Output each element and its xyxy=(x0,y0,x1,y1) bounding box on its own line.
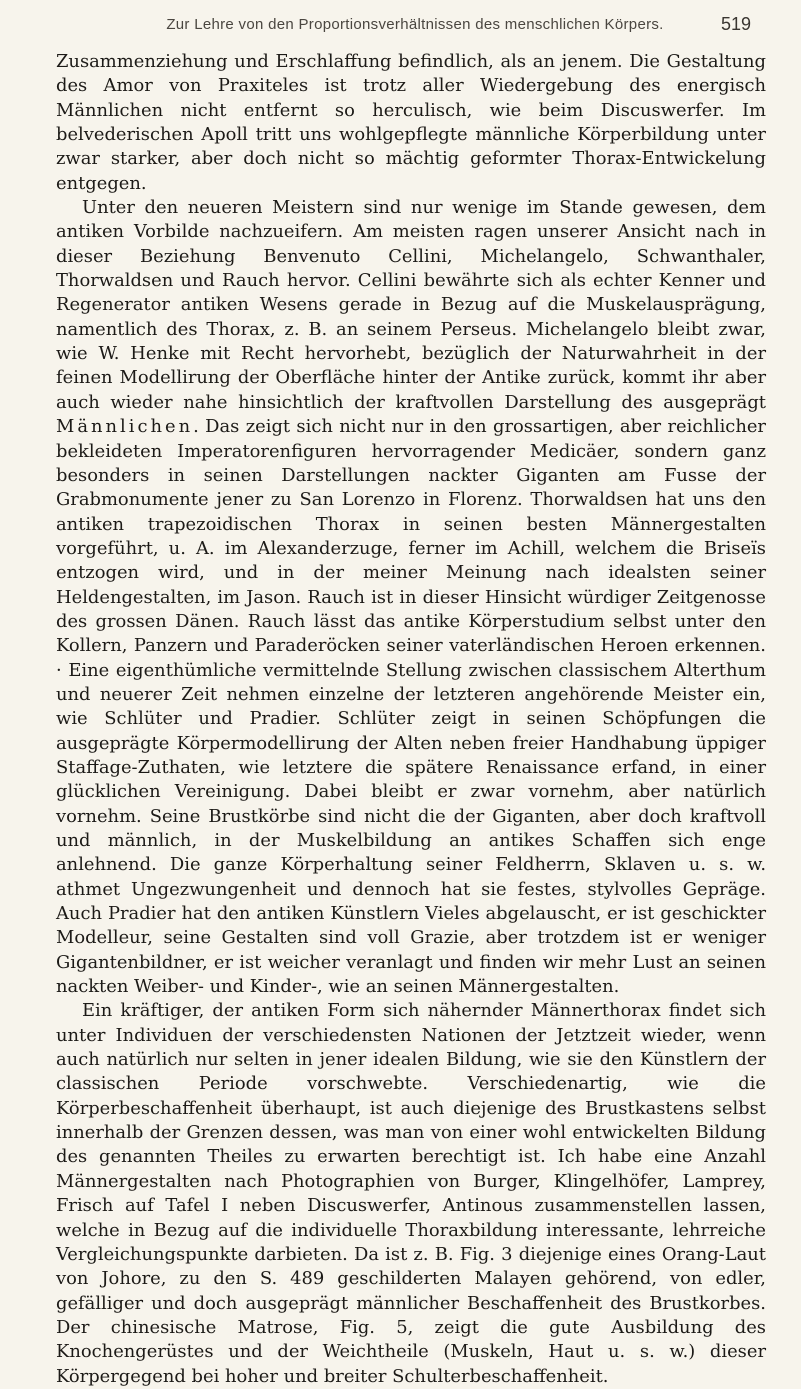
paragraph-1: Zusammenziehung und Erschlaffung befindlich, als an jenem. Die Gestaltung des Amor von Praxiteles ist trotz aller Wiedergebung des energisch Männlichen nicht entfernt so herculisch, wie beim Discuswerfer. Im belvederischen Apoll tritt uns wohlgepflegte männliche Körperbildung unter zwar starker, aber doch nicht so mächtig geformter Thorax-Entwickelung entgegen. xyxy=(56,51,766,194)
page-number: 519 xyxy=(720,14,751,34)
paragraph-2-part-2: . Das zeigt sich nicht nur in den grossartigen, aber reichlicher bekleideten Imperatorenfiguren hervorragender Medicäer, sondern ganz besonders in seinen Darstellungen nackter Giganten am Fusse der Grabmonumente jener zu San Lorenzo in Florenz. Thorwaldsen hat uns den antiken trapezoidischen Thorax in seinen besten Männergestalten vorgeführt, u. A. im Alexanderzuge, ferner im Achill, welchem die Briseïs entzogen wird, und in der meiner Meinung nach idealsten seiner Heldengestalten, im Jason. Rauch ist in dieser Hinsicht würdiger Zeitgenosse des grossen Dänen. Rauch lässt das antike Körperstudium selbst unter den Kollern, Panzern und Paraderöcken seiner vaterländischen Heroen erkennen. · Eine eigenthümliche vermittelnde Stellung zwischen classischem Alterthum und neuerer Zeit nehmen einzelne der letzteren angehörende Meister ein, wie Schlüter und Pradier. Schlüter zeigt in seinen Schöpfungen die ausgeprägte Körpermodellirung der Alten neben freier Handhabung üppiger Staffage-Zuthaten, wie letztere die spätere Renaissance erfand, in einer glücklichen Vereinigung. Dabei bleibt er zwar vornehm, aber natürlich vornehm. Seine Brustkörbe sind nicht die der Giganten, aber doch kraftvoll und männlich, in der Muskelbildung an antikes Schaffen sich enge anlehnend. Die ganze Körperhaltung seiner Feldherrn, Sklaven u. s. w. athmet Ungezwungenheit und dennoch hat sie festes, stylvolles Gepräge. Auch Pradier hat den antiken Künstlern Vieles abgelauscht, er ist geschickter Modelleur, seine Gestalten sind voll Grazie, aber trotzdem ist er weniger Gigantenbildner, er ist weicher veranlagt und finden wir mehr Lust an seinen nackten Weiber- und Kinder-, wie an seinen Männergestalten. xyxy=(56,416,766,998)
running-title: Zur Lehre von den Proportionsverhältnissen des menschlichen Körpers. xyxy=(166,16,664,33)
paragraph-2 xyxy=(56,196,766,999)
emphasis-maennlichen: Männlichen xyxy=(56,416,194,438)
paragraph-2-part-1: Unter den neueren Meistern sind nur wenige im Stande gewesen, dem antiken Vorbilde nachzueifern. Am meisten ragen unserer Ansicht nach in dieser Beziehung Benvenuto Cellini, Michelangelo, Schwanthaler, Thorwaldsen und Rauch hervor. Cellini bewährte sich als echter Kenner und Regenerator antiken Wesens gerade in Bezug auf die Muskelausprägung, namentlich des Thorax, z. B. an seinem Perseus. Michelangelo bleibt zwar, wie W. Henke mit Recht hervorhebt, bezüglich der Naturwahrheit in der feinen Modellirung der Oberfläche hinter der Antike zurück, kommt ihr aber auch wieder nahe hinsichtlich der kraftvollen Darstellung des ausgeprägt xyxy=(56,197,766,413)
paragraph-3: Ein kräftiger, der antiken Form sich nähernder Männerthorax findet sich unter Individuen der verschiedensten Nationen der Jetztzeit wieder, wenn auch natürlich nur selten in jener idealen Bildung, wie sie den Künstlern der classischen Periode vorschwebte. Verschiedenartig, wie die Körperbeschaffenheit überhaupt, ist auch diejenige des Brustkastens selbst innerhalb der Grenzen dessen, was man von einer wohl entwickelten Bildung des genannten Theiles zu erwarten berechtigt ist. Ich habe eine Anzahl Männergestalten nach Photographien von Burger, Klingelhöfer, Lamprey, Frisch auf Tafel I neben Discuswerfer, Antinous zusammenstellen lassen, welche in Bezug auf die individuelle Thoraxbildung interessante, lehrreiche Vergleichungspunkte darbieten. Da ist z. B. Fig. 3 diejenige eines Orang-Laut von Johore, zu den S. 489 geschilderten Malayen gehörend, von edler, gefälliger und doch ausgeprägt männlicher Beschaffenheit des Brustkorbes. Der chinesische Matrose, Fig. 5, zeigt die gute Ausbildung des Knochengerüstes und der Weichtheile (Muskeln, Haut u. s. w.) dieser Körpergegend bei hoher und breiter Schulterbeschaffenheit. xyxy=(56,1000,766,1387)
body-text xyxy=(56,50,766,1389)
running-head xyxy=(120,16,751,42)
